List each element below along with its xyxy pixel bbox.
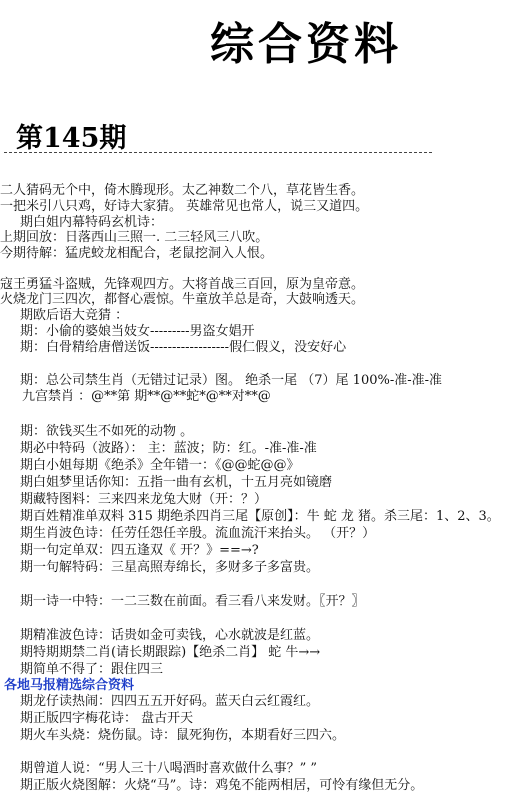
text-line: 期白小姐每期《绝杀》全年错一：《@@蛇@@》 (20, 458, 300, 473)
text-line: 期一句解特码：三星高照寿绵长，多财多子多富贵。 (20, 560, 320, 575)
text-line: 期精准波色诗：话贵如金可卖钱，心水就波是红蓝。 (20, 628, 320, 643)
text-line: 期生肖波色诗：任劳任怨任辛殷。流血流汗来抬头。 （开？） (20, 526, 376, 541)
text-line: 期必中特码（波路）： 主：蓝波；防：红。-准-准-准 (20, 441, 317, 456)
text-line: 期白姐梦里话你知：五指一曲有玄机，十五月亮如镜磨 (20, 475, 333, 490)
text-line: 期龙仔读热闹：四四五五开好码。蓝天白云红霞红。 (20, 694, 320, 709)
issue-number: 第145期 (16, 123, 127, 154)
text-line: 期火车头烧：烧伤鼠。诗：鼠死狗伤，本期看好三四六。 (20, 728, 346, 743)
text-line: 期一诗一中特：一二三数在前面。看三看八来发财。〖开？〗 (20, 594, 365, 609)
text-line: 今期待解：猛虎蛟龙相配合，老鼠挖洞入人恨。 (0, 246, 274, 261)
text-line: 期正版火烧图解：火烧“马”。诗：鸡兔不能两相居，可怜有缘但无分。 (20, 778, 424, 793)
text-line: 火烧龙门三四次，都督心震惊。牛童放羊总是奇，大鼓响透天。 (0, 292, 365, 307)
text-line: 期百姓精准单双料 315 期绝杀四肖三尾【原创】：牛 蛇 龙 猪。杀三尾：1、2、3。 (20, 509, 500, 524)
text-line: 期藏特图料：三来四来龙兔大财（开：？） (20, 492, 268, 507)
text-line: 寇王勇猛斗盗贼，先锋观四方。大将首战三百回，原为皇帝意。 (0, 277, 365, 292)
text-line: 九宫禁肖 ：@**第 期**@**蛇*@**对**@ (22, 389, 271, 404)
text-line: 期：小偷的婆娘当妓女---------男盗女娼开 (20, 324, 255, 339)
text-line: 期曾道人说：“男人三十八喝酒时喜欢做什么事？” ” (20, 761, 318, 776)
text-line: 一把米引八只鸡，好诗大家猜。 英雄常见也常人，说三又道四。 (0, 199, 369, 214)
text-line: 期一句定单双：四五逢双《 开？》==→? (20, 543, 259, 558)
text-line: 期简单不得了：跟住四三 (20, 662, 164, 677)
text-line: 期特期期禁二肖(请长期跟踪)【绝杀二肖】 蛇 牛→→ (20, 645, 321, 660)
text-line: 期：总公司禁生肖（无错过记录）图。 绝杀一尾 （7）尾 100%-准-准-准 (20, 373, 443, 388)
text-line: 期欧后语大竞猜 ： (20, 308, 129, 323)
text-line: 期正版四字梅花诗： 盘古开天 (20, 711, 194, 726)
text-line: 期：白骨精给唐僧送饭------------------假仁假义，没安好心 (20, 340, 347, 355)
text-line: 二人猜码无个中，倚木腾现形。太乙神数二个八，草花皆生香。 (0, 183, 365, 198)
section-heading: 各地马报精选综合资料 (4, 678, 135, 693)
text-line: 期：欲钱买生不如死的动物 。 (20, 424, 194, 439)
text-line: 上期回放：日落西山三照一. 二三轻风三八吹。 (0, 230, 269, 245)
text-line: 期白姐内幕特码玄机诗： (20, 215, 164, 230)
page-title: 综合资料 (210, 19, 402, 70)
divider (4, 152, 432, 153)
